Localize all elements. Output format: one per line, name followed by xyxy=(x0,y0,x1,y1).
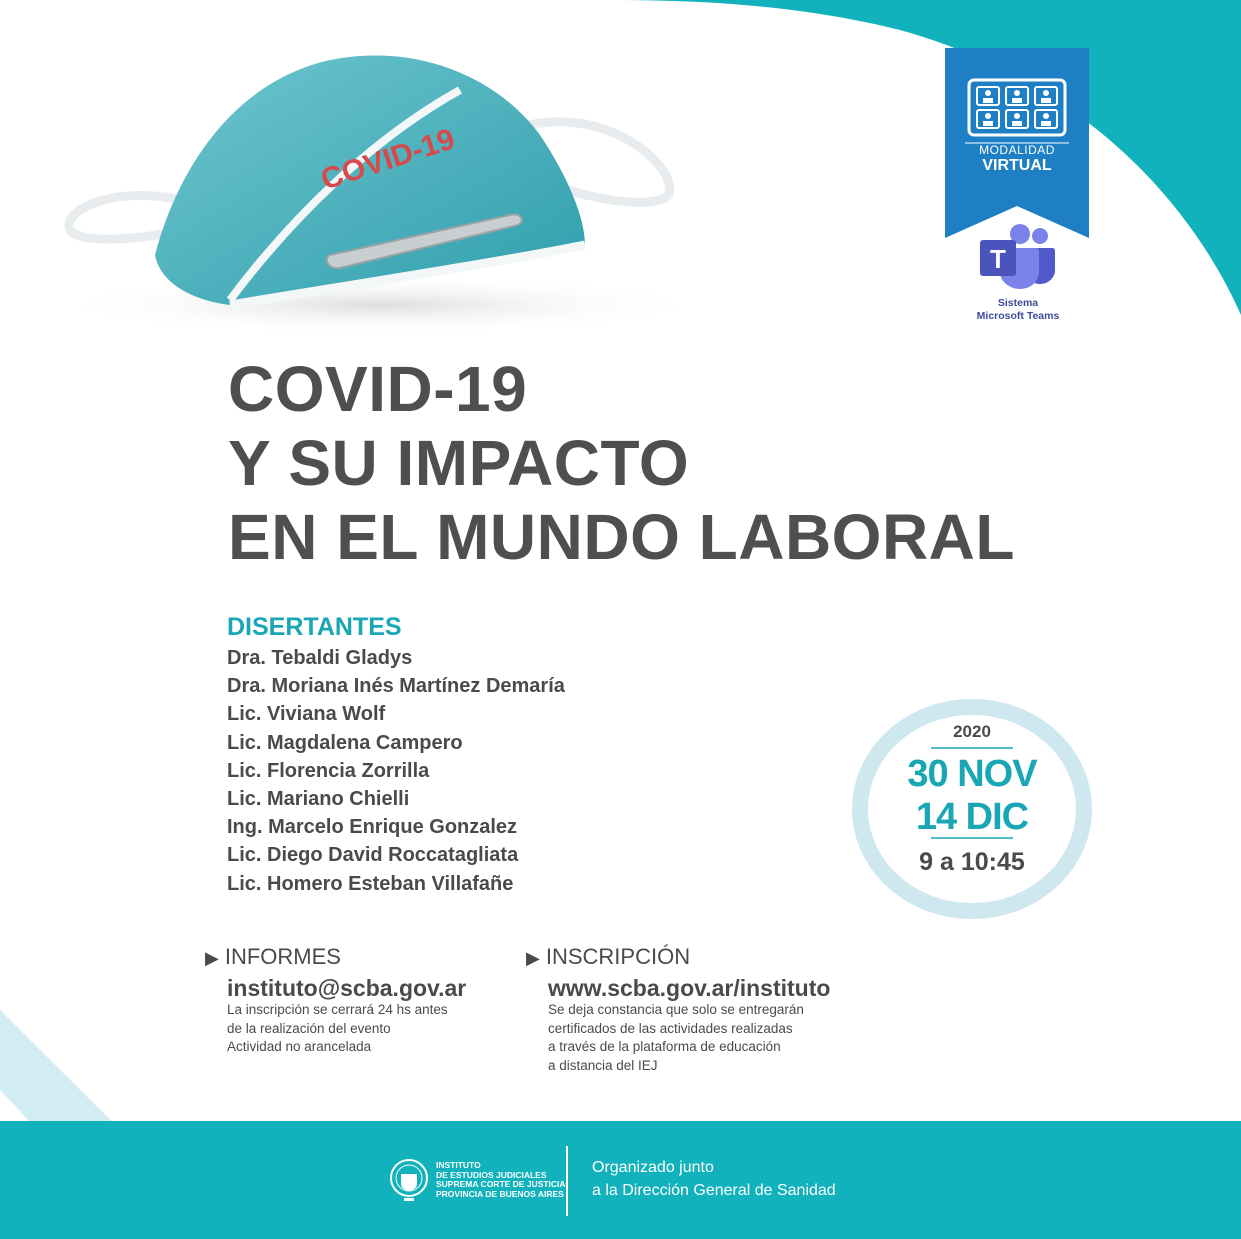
institute-line: PROVINCIA DE BUENOS AIRES xyxy=(436,1188,564,1199)
title-line-1: COVID-19 xyxy=(228,353,528,425)
mask-text: COVID-19 xyxy=(316,122,459,197)
informes-note-line: de la realización del evento xyxy=(227,1020,391,1036)
inscripcion-heading xyxy=(526,944,690,970)
inscripcion-notes xyxy=(548,1001,804,1075)
organizer-line-2: a la Dirección General de Sanidad xyxy=(592,1182,836,1199)
inscripcion-note-line: Se deja constancia que solo se entregarán xyxy=(548,1002,804,1017)
speaker-name: Lic. Homero Esteban Villafañe xyxy=(227,872,514,895)
svg-text:T: T xyxy=(990,244,1006,274)
inscripcion-url-link[interactable]: www.scba.gov.ar/instituto xyxy=(548,975,831,1001)
event-time: 9 a 10:45 xyxy=(919,848,1025,876)
institute-seal-icon xyxy=(388,1154,430,1206)
informes-heading-label: INFORMES xyxy=(224,944,341,969)
title-line-2: Y SU IMPACTO xyxy=(228,427,690,499)
speaker-name: Lic. Mariano Chielli xyxy=(227,788,410,811)
organizer-text xyxy=(592,1156,836,1202)
event-year: 2020 xyxy=(953,722,991,741)
speakers-list xyxy=(227,644,565,898)
informes-note-line: La inscripción se cerrará 24 hs antes xyxy=(227,1002,448,1017)
inscripcion-heading-label: INSCRIPCIÓN xyxy=(545,944,691,969)
institute-line: DE ESTUDIOS JUDICIALES xyxy=(436,1169,547,1180)
speaker-name: Lic. Diego David Roccatagliata xyxy=(227,844,519,867)
inscripcion-note-line: a distancia del IEJ xyxy=(548,1057,658,1073)
informes-note-line: Actividad no arancelada xyxy=(227,1039,372,1054)
inscripcion-note-line: a través de la plataforma de educación xyxy=(548,1039,781,1054)
institute-name xyxy=(436,1161,566,1199)
play-arrow-icon: ▶ xyxy=(205,948,219,968)
institute-line: INSTITUTO xyxy=(436,1160,481,1170)
title-line-3: EN EL MUNDO LABORAL xyxy=(228,501,1015,573)
inscripcion-note-line: certificados de las actividades realizadas xyxy=(548,1020,793,1036)
teams-label-line1: Sistema xyxy=(997,297,1039,309)
event-title xyxy=(228,352,1015,574)
badge-virtual-label: VIRTUAL xyxy=(982,157,1052,174)
informes-heading xyxy=(205,944,341,970)
speaker-name: Dra. Moriana Inés Martínez Demaría xyxy=(227,675,565,698)
microsoft-teams-icon xyxy=(978,222,1056,290)
badge-modalidad-label: MODALIDAD xyxy=(979,143,1055,157)
teams-label xyxy=(950,297,1086,323)
speaker-name: Dra. Tebaldi Gladys xyxy=(227,647,413,669)
event-date-2: 14 DIC xyxy=(915,796,1029,838)
teams-label-line2: Microsoft Teams xyxy=(976,310,1060,322)
speaker-name: Lic. Viviana Wolf xyxy=(227,703,386,726)
footer-divider xyxy=(566,1146,568,1216)
speaker-name: Lic. Florencia Zorrilla xyxy=(227,759,430,782)
speaker-name: Ing. Marcelo Enrique Gonzalez xyxy=(227,816,518,839)
informes-notes xyxy=(227,1001,448,1057)
speaker-name: Lic. Magdalena Campero xyxy=(227,731,463,754)
speakers-heading: DISERTANTES xyxy=(227,613,402,641)
informes-email-link[interactable]: instituto@scba.gov.ar xyxy=(227,975,467,1001)
institute-line: SUPREMA CORTE DE JUSTICIA xyxy=(436,1179,566,1189)
event-date-1: 30 NOV xyxy=(907,753,1037,795)
organizer-line-1: Organizado junto xyxy=(592,1159,714,1176)
face-mask-illustration xyxy=(40,20,720,340)
play-arrow-icon: ▶ xyxy=(526,948,540,968)
